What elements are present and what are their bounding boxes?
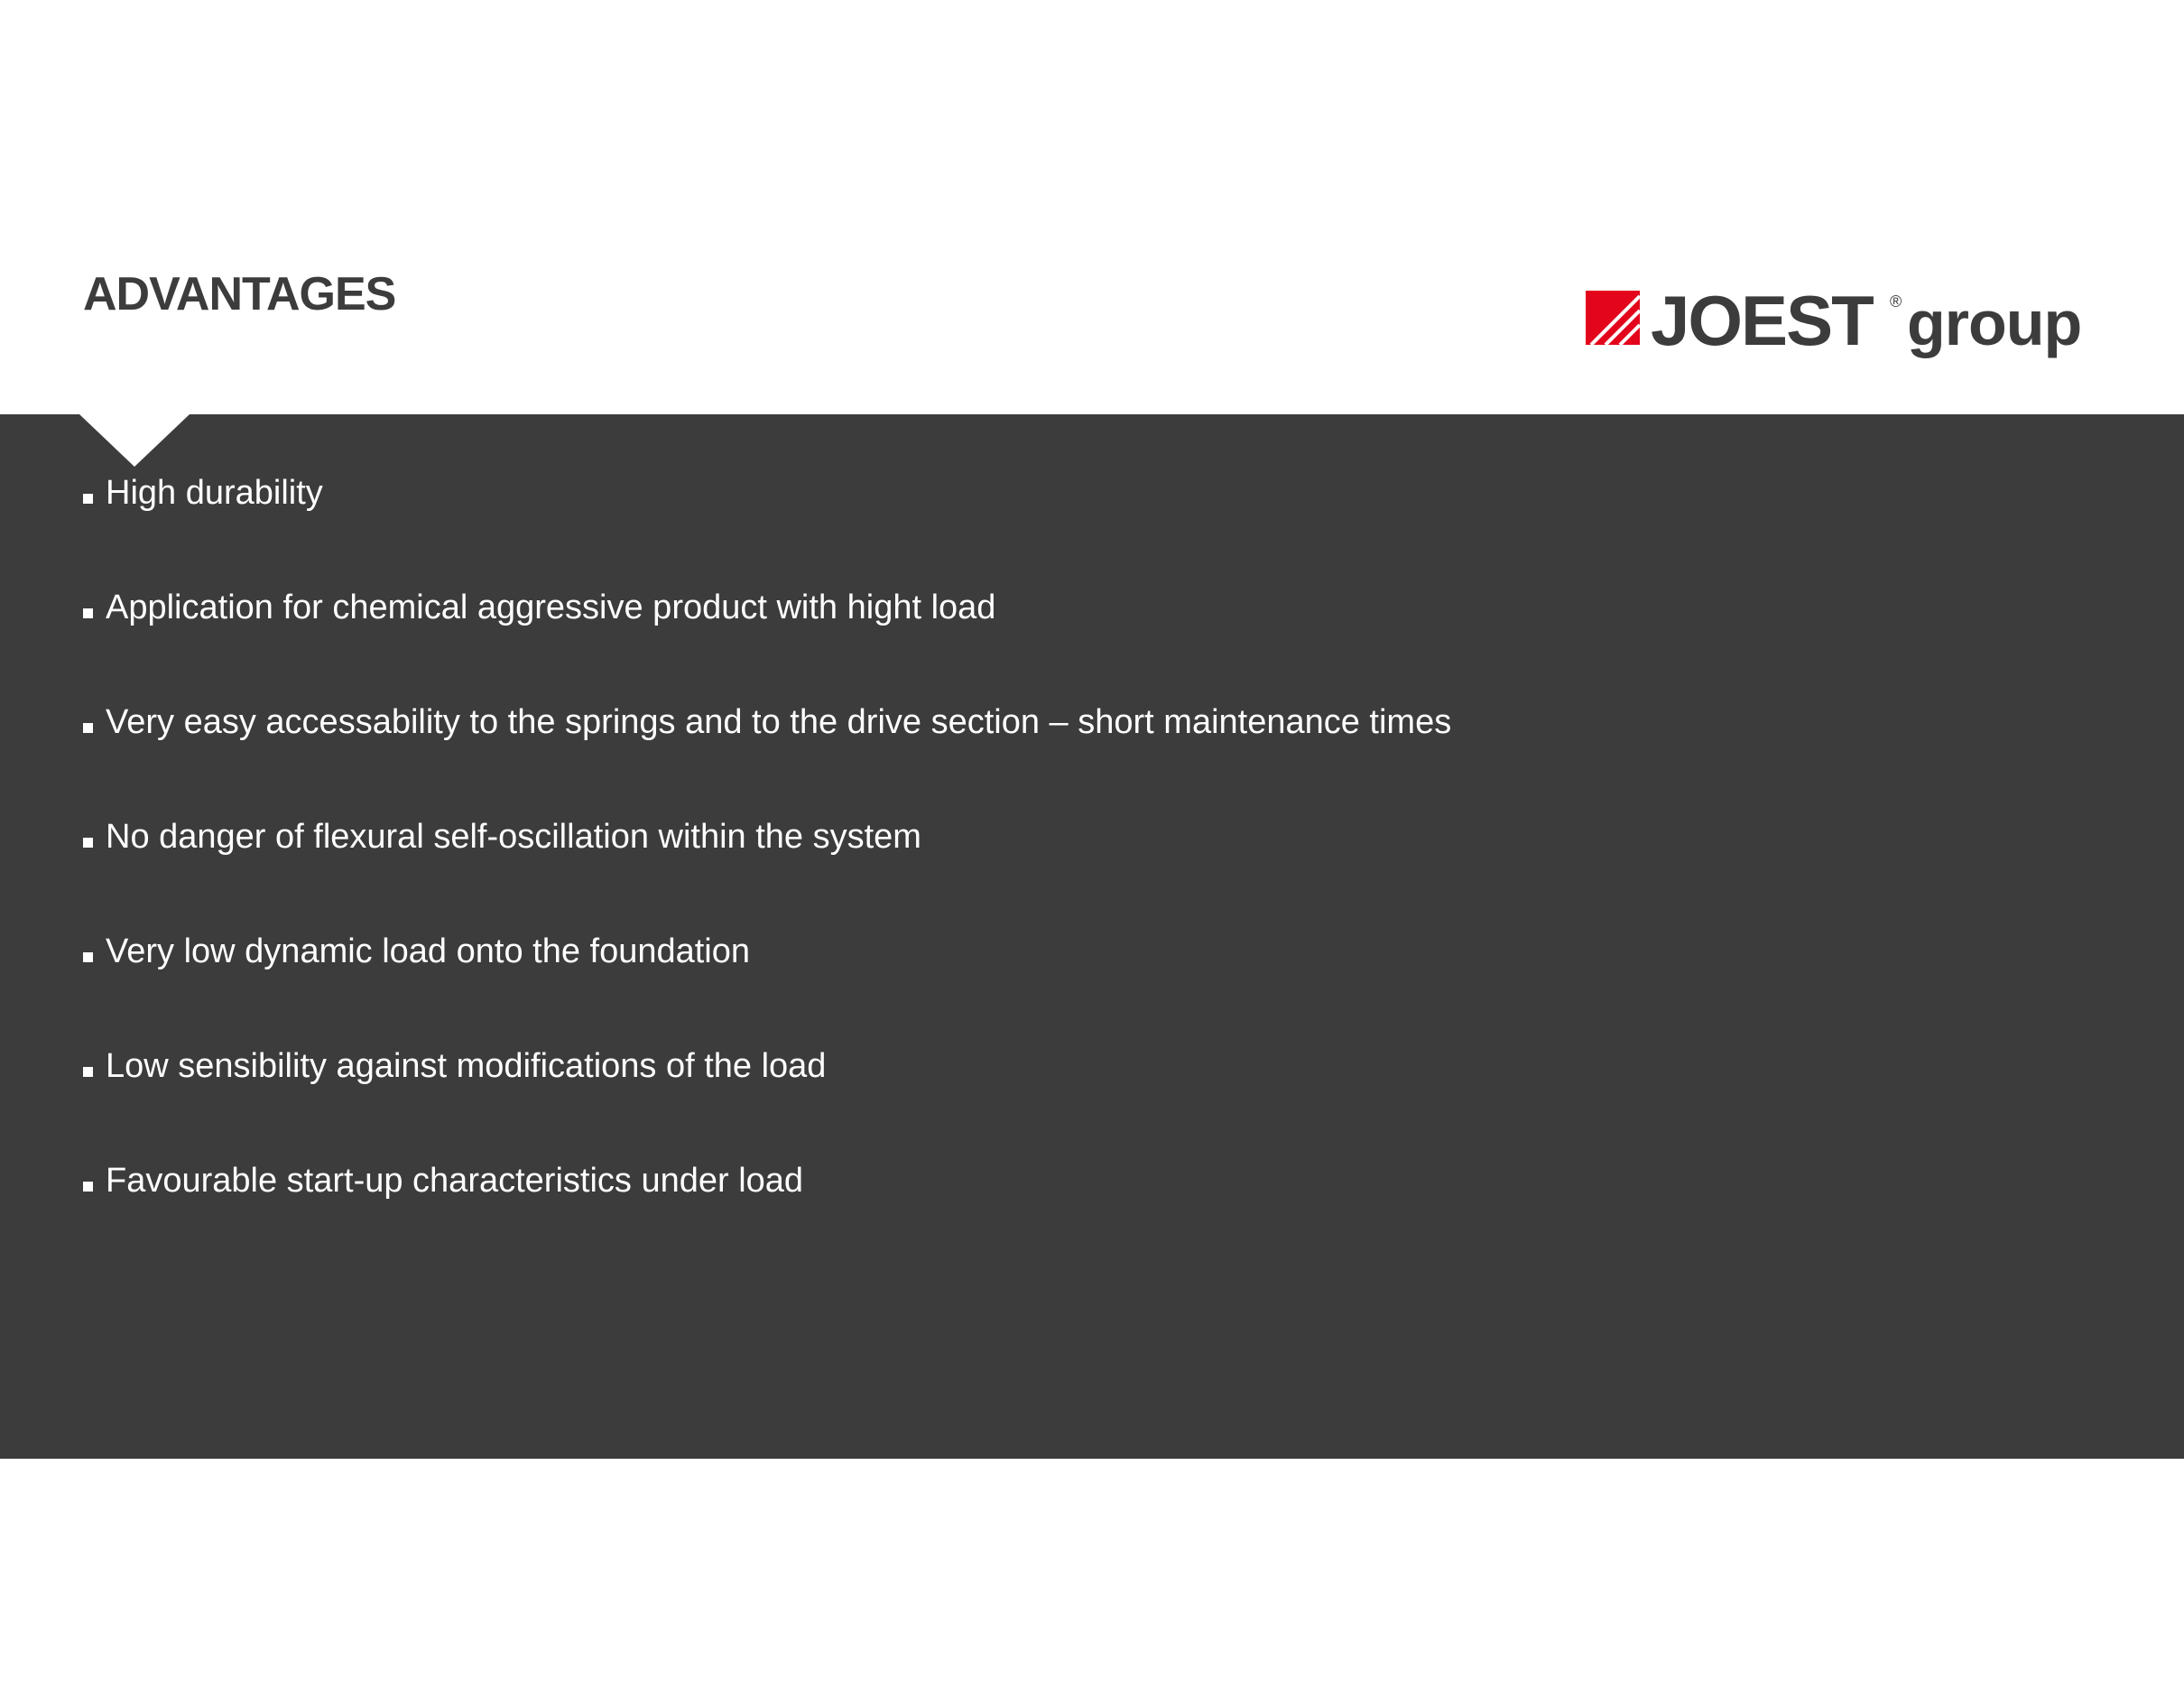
list-item — [83, 1157, 1451, 1272]
bullet-square-icon — [83, 494, 93, 504]
panel-notch — [79, 414, 190, 467]
list-item-text: Favourable start-up characteristics under load — [106, 1162, 804, 1200]
list-item — [83, 699, 1451, 813]
bullet-square-icon — [83, 608, 93, 618]
joest-logo-graphic — [1586, 287, 2111, 359]
list-item — [83, 928, 1451, 1043]
list-item-text: Very easy accessability to the springs and to the drive section – short maintenance times — [106, 703, 1452, 741]
list-item-text: Very low dynamic load onto the foundation — [106, 932, 751, 970]
list-item-text: No danger of flexural self-oscillation within the system — [106, 818, 921, 856]
list-item — [83, 584, 1451, 699]
bullet-square-icon — [83, 952, 93, 962]
list-item — [83, 469, 1451, 584]
list-item-text: Low sensibility against modifications of the load — [106, 1047, 827, 1085]
logo-brand-text: JOEST — [1651, 287, 1873, 359]
joest-logo-mark — [1586, 291, 1640, 345]
bullet-square-icon — [83, 838, 93, 848]
logo-suffix-text: group — [1907, 288, 2082, 358]
registered-mark: ® — [1890, 292, 1902, 311]
bullet-square-icon — [83, 723, 93, 733]
list-item — [83, 813, 1451, 928]
bullet-square-icon — [83, 1182, 93, 1192]
advantages-list — [83, 469, 1451, 1272]
list-item-text: High durability — [106, 474, 323, 512]
bullet-square-icon — [83, 1067, 93, 1077]
list-item-text: Application for chemical aggressive product with hight load — [106, 589, 996, 626]
joest-group-logo — [1586, 287, 2111, 359]
page-title: ADVANTAGES — [83, 268, 396, 320]
list-item — [83, 1043, 1451, 1157]
